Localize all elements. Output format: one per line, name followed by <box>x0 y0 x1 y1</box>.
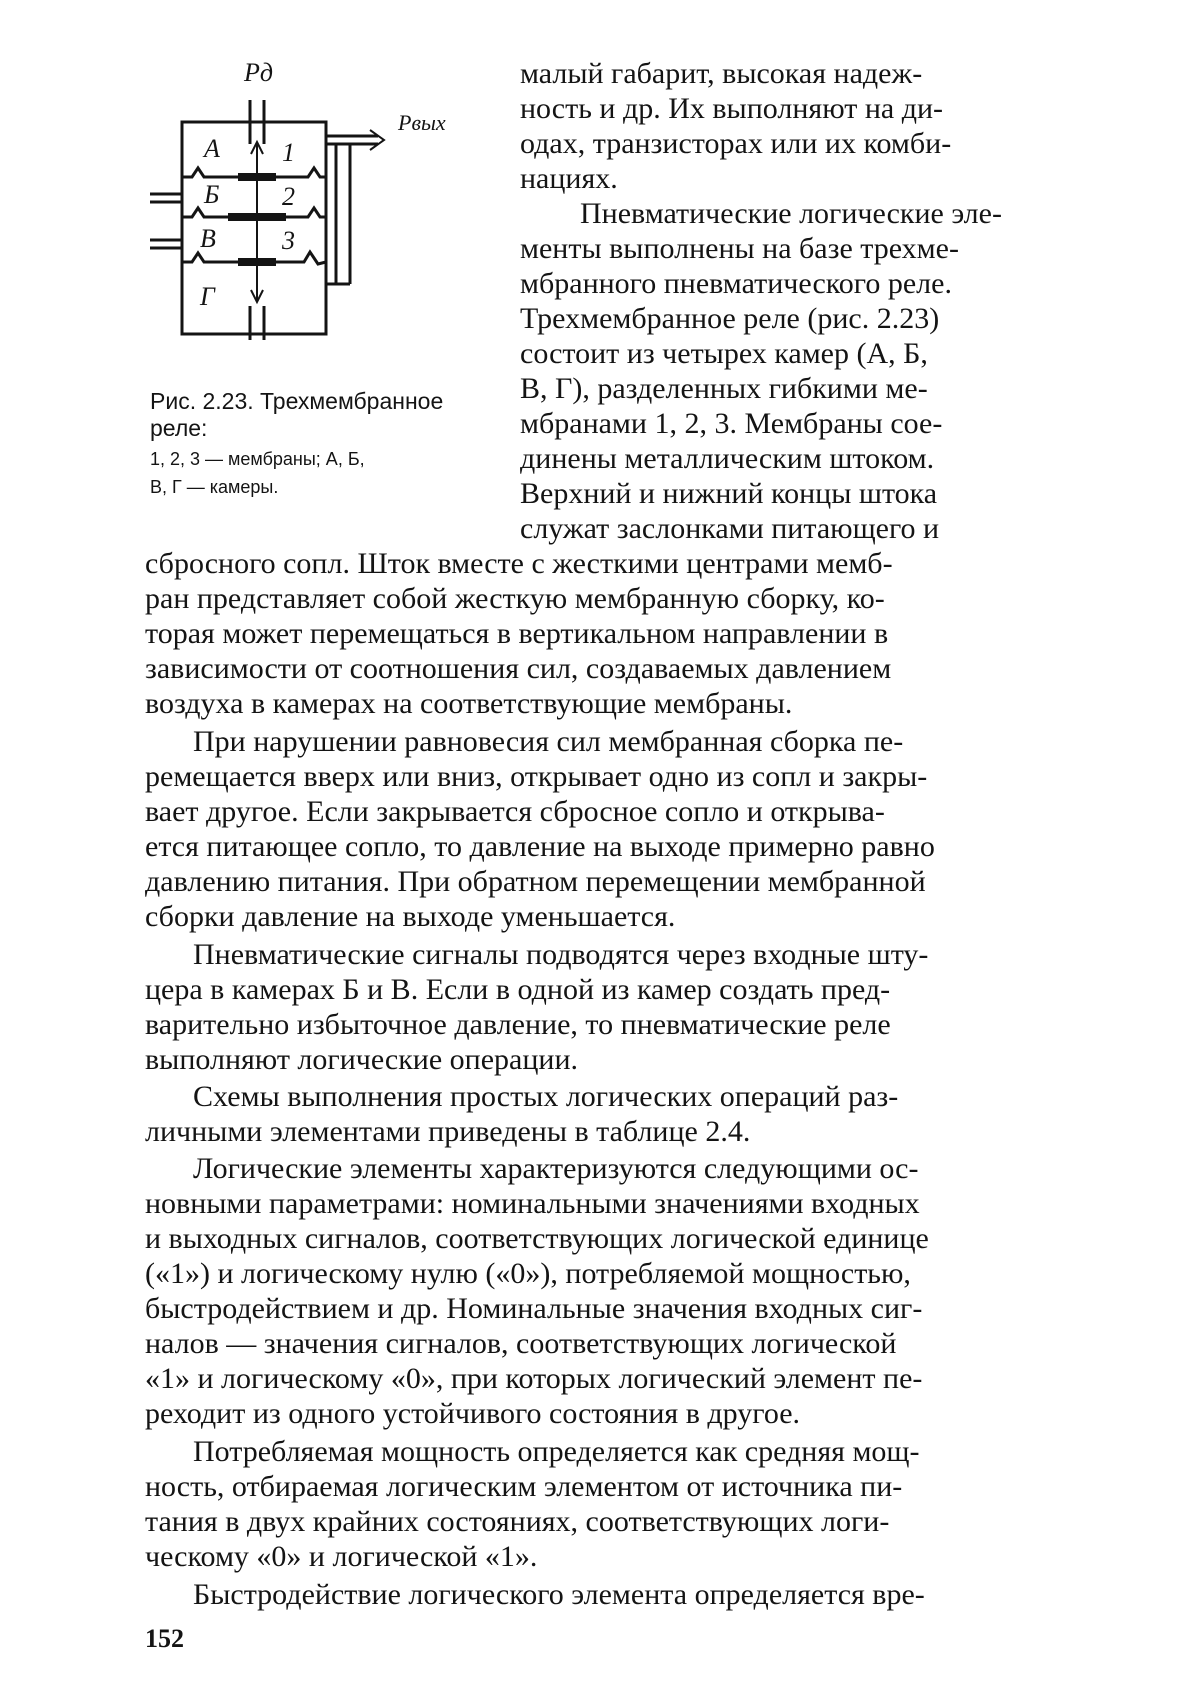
text-line: быстродействием и др. Номинальные значения входных сиг- <box>145 1292 923 1325</box>
text-line: Верхний и нижний концы штока <box>520 477 938 510</box>
text-line: цера в камерах Б и В. Если в одной из камер создать пред- <box>145 973 891 1006</box>
text-line: При нарушении равновесия сил мембранная сборка пе- <box>193 725 904 758</box>
text-line: нациях. <box>520 162 618 195</box>
text-line: мбранного пневматического реле. <box>520 267 952 300</box>
text-line: малый габарит, высокая надеж- <box>520 57 923 90</box>
text-line: Пневматические сигналы подводятся через входные шту- <box>193 938 929 971</box>
caption-title-cont: реле: <box>150 415 208 441</box>
text-line: налов — значения сигналов, соответствующих логической <box>145 1327 897 1360</box>
supply-pressure-label: Pд <box>244 58 274 87</box>
text-line: ность и др. Их выполняют на ди- <box>520 92 944 125</box>
chamber-a-label: А <box>204 134 220 163</box>
text-line: торая может перемещаться в вертикальном направлении в <box>145 617 889 650</box>
text-line: тания в двух крайних состояниях, соответствующих логи- <box>145 1505 890 1538</box>
membrane-2-label: 2 <box>282 182 295 211</box>
text-line: Логические элементы характеризуются следующими ос- <box>193 1152 919 1185</box>
text-line: Пневматические логические эле- <box>580 197 1002 230</box>
text-line: варительно избыточное давление, то пневматические реле <box>145 1008 891 1041</box>
relay-diagram <box>140 52 510 382</box>
text-line: состоит из четырех камер (А, Б, <box>520 337 928 370</box>
text-line: сбросного сопл. Шток вместе с жесткими центрами мемб- <box>145 547 893 580</box>
text-line: зависимости от соотношения сил, создаваемых давлением <box>145 652 892 685</box>
text-line: новными параметрами: номинальными значениями входных <box>145 1187 920 1220</box>
chamber-b-label: Б <box>204 180 220 209</box>
text-line: Схемы выполнения простых логических операций раз- <box>193 1080 899 1113</box>
text-line: мбранами 1, 2, 3. Мембраны сое- <box>520 407 943 440</box>
text-line: ность, отбираемая логическим элементом от источника пи- <box>145 1470 903 1503</box>
membrane-3-label: 3 <box>282 226 295 255</box>
text-line: одах, транзисторах или их комби- <box>520 127 952 160</box>
text-line: личными элементами приведены в таблице 2.4. <box>145 1115 751 1148</box>
text-line: динены металлическим штоком. <box>520 442 935 475</box>
membrane-center-2 <box>228 213 286 221</box>
text-line: реходит из одного устойчивого состояния в другое. <box>145 1397 801 1430</box>
caption-title: Рис. 2.23. Трехмембранное <box>150 388 444 414</box>
text-line: Трехмембранное реле (рис. 2.23) <box>520 302 940 335</box>
text-line: давлению питания. При обратном перемещении мембранной <box>145 865 926 898</box>
text-line: ческому «0» и логической «1». <box>145 1540 538 1573</box>
text-line: ремещается вверх или вниз, открывает одно из сопл и закры- <box>145 760 928 793</box>
text-line: ется питающее сопло, то давление на выходе примерно равно <box>145 830 935 863</box>
text-line: сборки давление на выходе уменьшается. <box>145 900 676 933</box>
membrane-1-label: 1 <box>282 138 295 167</box>
page-number: 152 <box>145 1624 184 1653</box>
text-line: ран представляет собой жесткую мембранную сборку, ко- <box>145 582 885 615</box>
chamber-g-label: Г <box>200 282 215 311</box>
caption-legend: 1, 2, 3 — мембраны; А, Б, <box>150 449 365 469</box>
text-line: воздуха в камерах на соответствующие мембраны. <box>145 687 793 720</box>
output-pressure-label: Pвых <box>398 110 446 135</box>
text-line: и выходных сигналов, соответствующих логической единице <box>145 1222 929 1255</box>
text-line: Быстродействие логического элемента определяется вре- <box>193 1578 925 1611</box>
text-line: Потребляемая мощность определяется как средняя мощ- <box>193 1435 920 1468</box>
text-line: служат заслонками питающего и <box>520 512 940 545</box>
text-line: менты выполнены на базе трехме- <box>520 232 959 265</box>
relay-schematic <box>140 52 510 382</box>
text-line: выполняют логические операции. <box>145 1043 579 1076</box>
figure-caption <box>150 388 482 498</box>
text-line: В, Г), разделенных гибкими ме- <box>520 372 928 405</box>
text-line: («1») и логическому нулю («0»), потребляемой мощностью, <box>145 1257 911 1290</box>
text-line: вает другое. Если закрывается сбросное сопло и открыва- <box>145 795 885 828</box>
membrane-center-3 <box>238 258 276 266</box>
membrane-center-1 <box>238 173 276 181</box>
text-line: «1» и логическому «0», при которых логический элемент пе- <box>145 1362 923 1395</box>
chamber-v-label: В <box>200 224 216 253</box>
caption-legend-cont: В, Г — камеры. <box>150 477 279 497</box>
